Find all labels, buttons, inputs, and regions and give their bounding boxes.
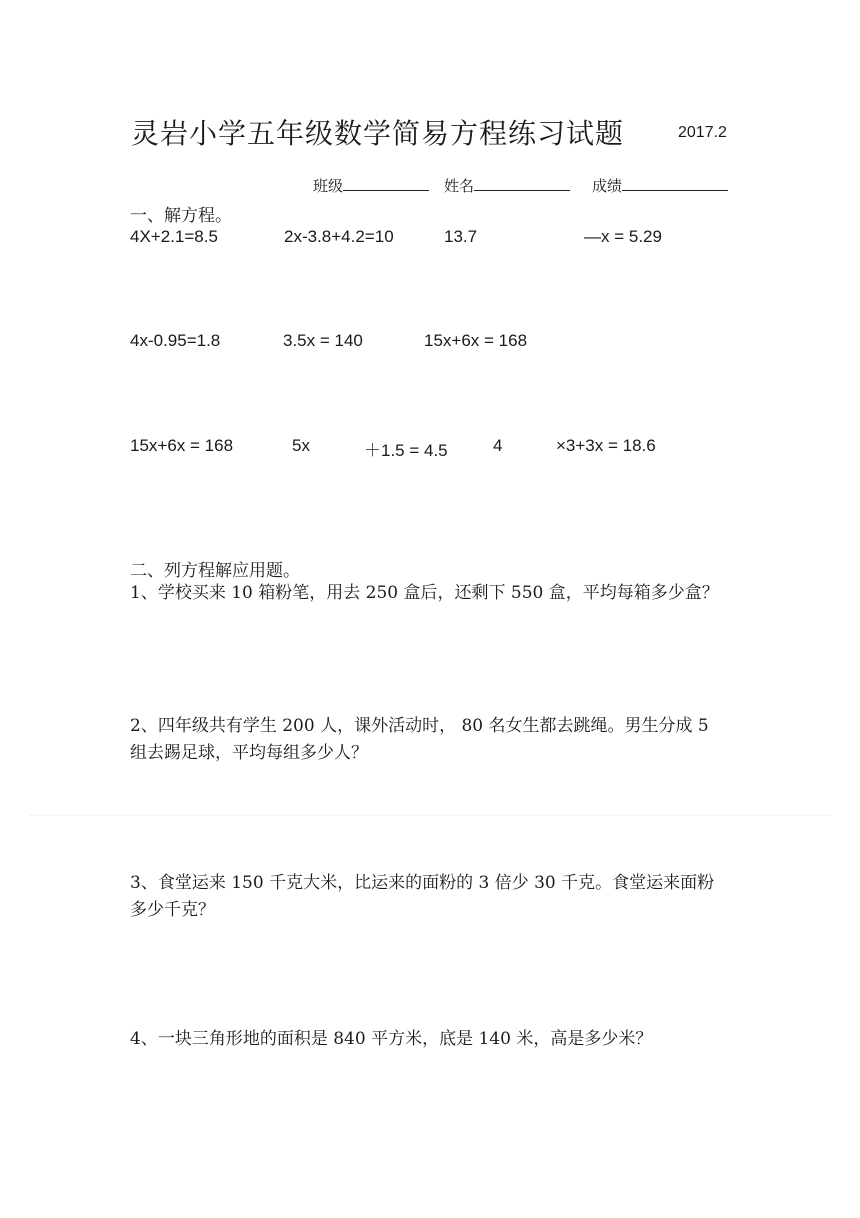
equation-item: 4X+2.1=8.5 [130, 227, 218, 246]
equation-item: 15x+6x = 168 [130, 436, 234, 455]
word-problem-1: 1、学校买来 10 箱粉笔，用去 250 盒后，还剩下 550 盒，平均每箱多少盒？ [130, 583, 719, 603]
page-title: 灵岩小学五年级数学简易方程练习试题 [131, 117, 625, 150]
class-blank[interactable] [343, 176, 429, 191]
equation-item: —x = 5.29 [584, 227, 662, 246]
equation-item: ×3+3x = 18.6 [556, 436, 656, 455]
date-label: 2017.2 [678, 124, 727, 141]
name-label: 姓名 [444, 177, 475, 195]
equation-item: 13.7 [444, 227, 478, 246]
equation-item: 15x+6x = 168 [424, 331, 528, 350]
equation-item: 2x-3.8+4.2=10 [284, 227, 394, 246]
page-divider [30, 815, 830, 816]
name-blank[interactable] [474, 176, 570, 191]
name-field[interactable] [444, 175, 570, 196]
equation-item: 5x [292, 436, 310, 455]
word-problem-3: 3、食堂运来 150 千克大米，比运来的面粉的 3 倍少 30 千克。食堂运来面粉多少千克？ [130, 873, 715, 920]
equation-item: 4 [493, 436, 503, 455]
score-label: 成绩 [592, 177, 623, 195]
word-problem-2: 2、四年级共有学生 200 人，课外活动时， 80 名女生都去跳绳。男生分成 5 组去踢足球，平均每组多少人？ [130, 716, 709, 763]
section-heading-equations: 一、解方程。 [130, 206, 232, 226]
section-heading-word-problems: 二、列方程解应用题。 [130, 561, 300, 581]
equation-item: 3.5x = 140 [283, 331, 363, 350]
equation-item: 4x-0.95=1.8 [130, 331, 221, 350]
equation-item: ＋1.5 = 4.5 [364, 441, 448, 460]
class-label: 班级 [313, 177, 344, 195]
score-blank[interactable] [622, 176, 728, 191]
word-problem-4: 4、一块三角形地的面积是 840 平方米，底是 140 米，高是多少米？ [130, 1029, 653, 1049]
class-field[interactable] [313, 175, 429, 196]
score-field[interactable] [592, 175, 728, 196]
